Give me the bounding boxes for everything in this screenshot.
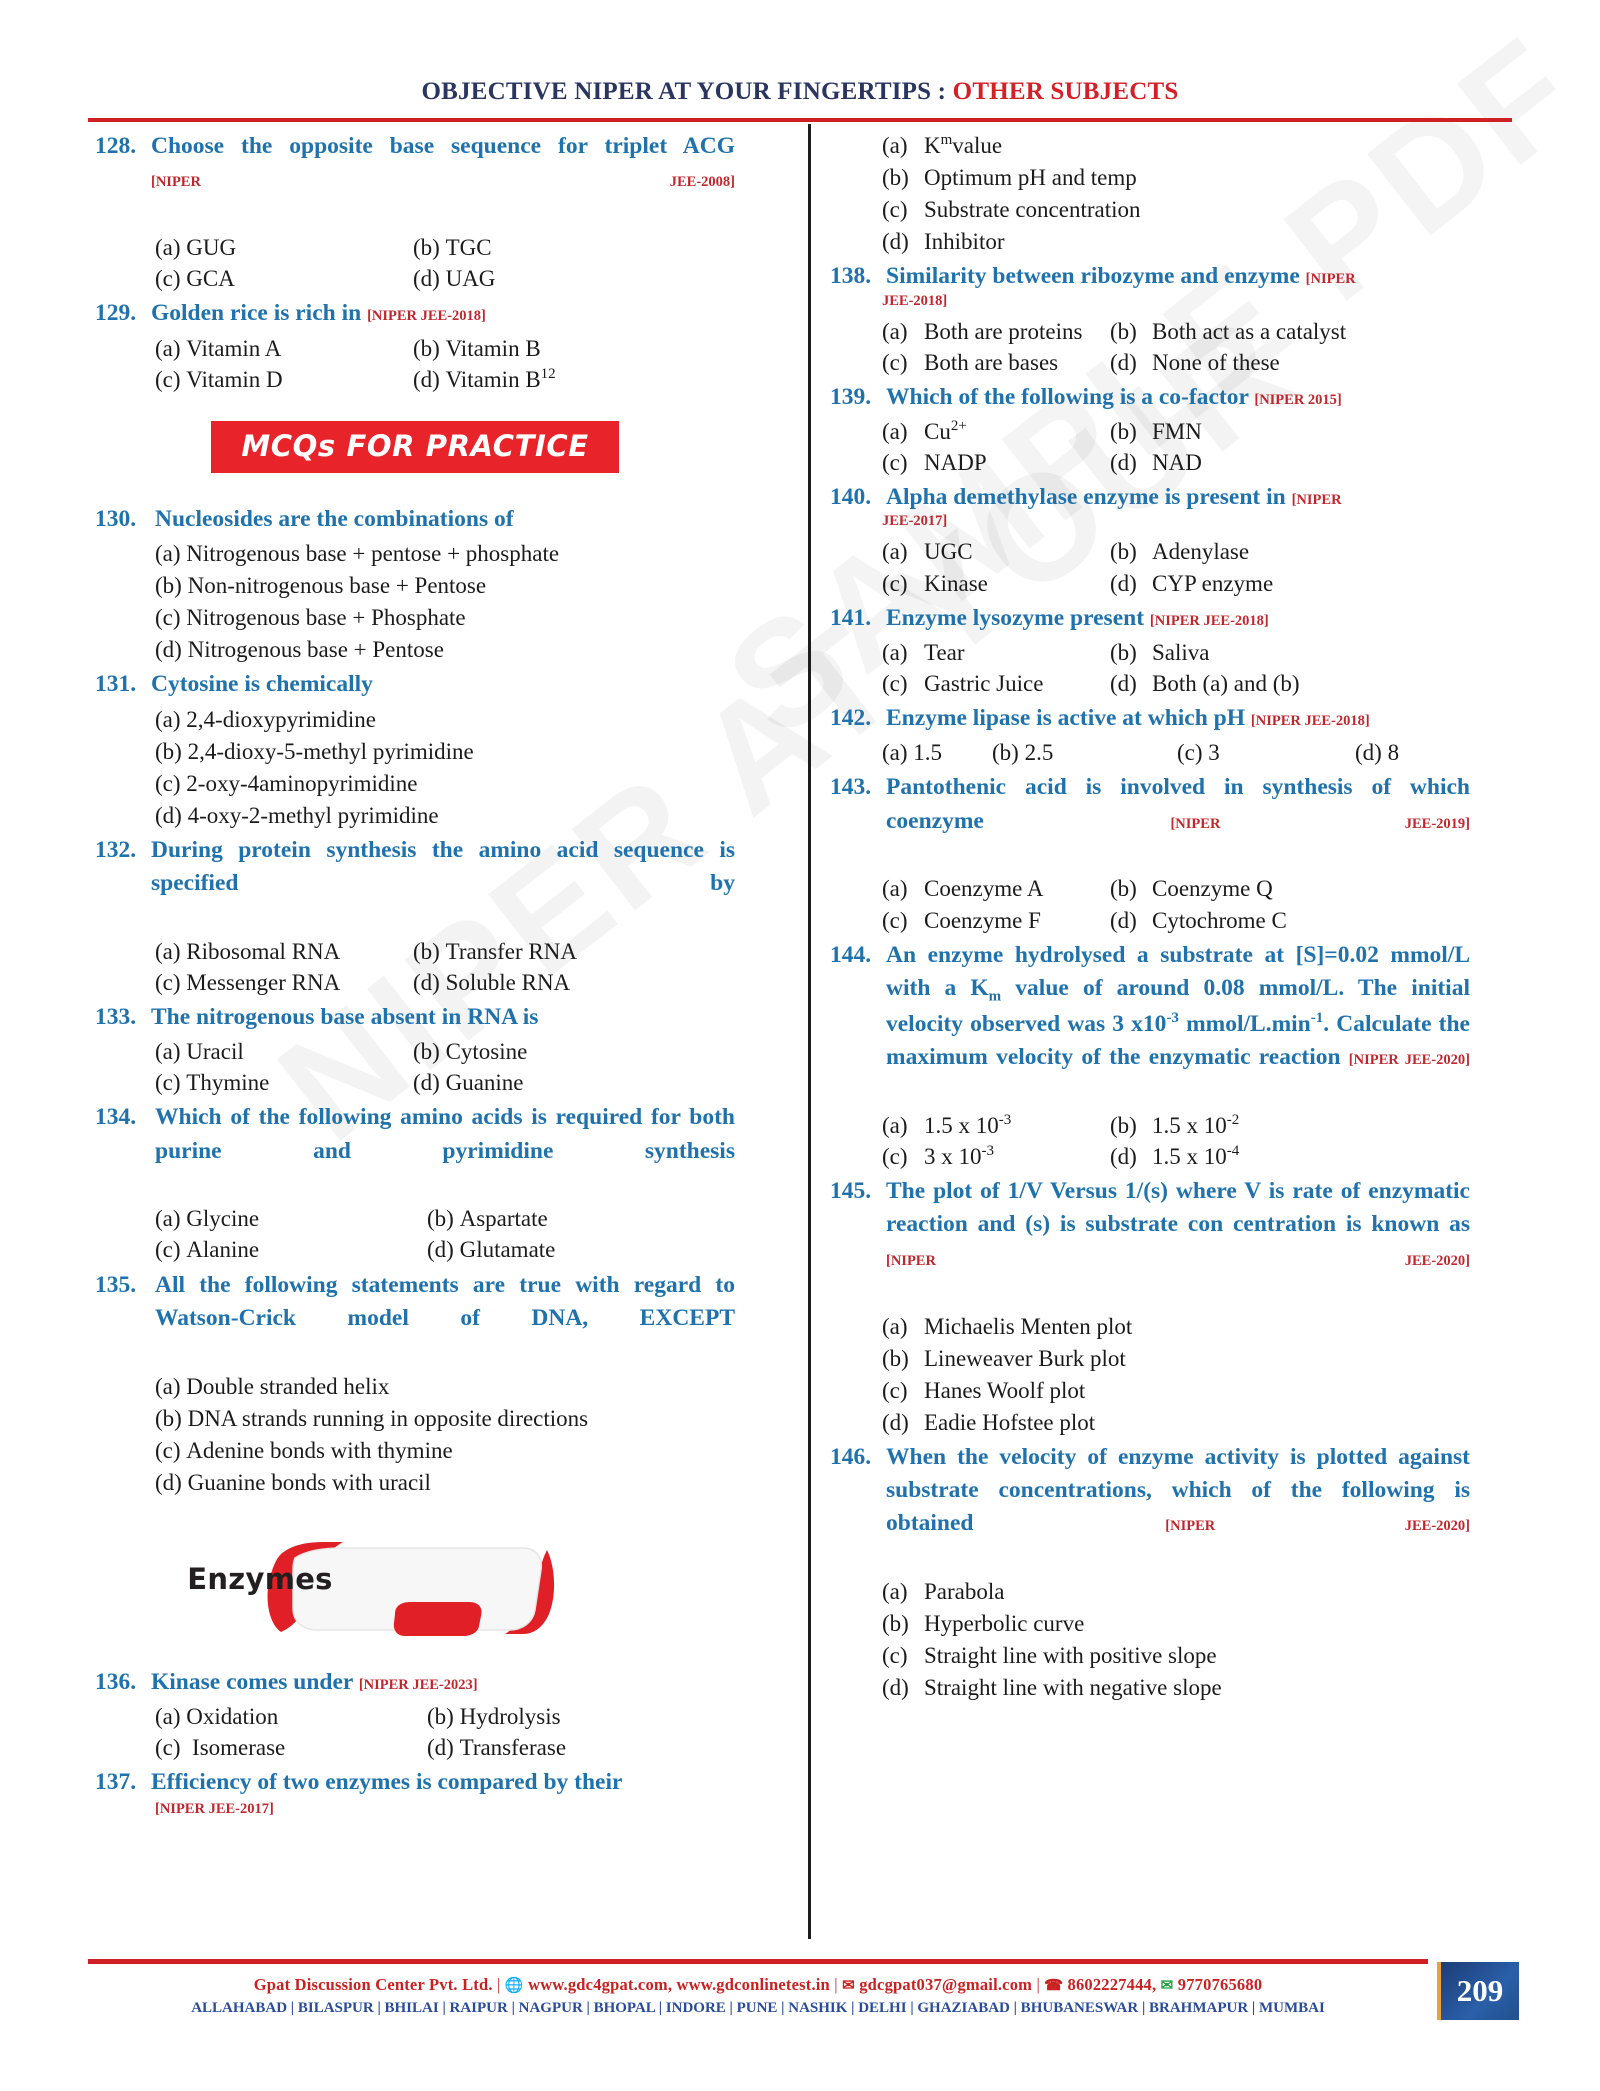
option-a[interactable]: (a) 2,4-dioxypyrimidine (155, 706, 377, 732)
options-131 (155, 704, 735, 831)
option-b[interactable]: (b) Transfer RNA (413, 938, 577, 964)
option-d[interactable]: (d) Vitamin B 12 (413, 364, 556, 395)
option-d[interactable]: (d) Eadie Hofstee plot (882, 1409, 1096, 1435)
question-128 (95, 130, 735, 230)
question-145 (830, 1175, 1470, 1308)
header-title-dark: OBJECTIVE NIPER AT YOUR FINGERTIPS : (421, 78, 947, 105)
phone-icon: ☎ (1044, 1978, 1064, 1994)
exam-tag: [NIPER 2015] (1254, 391, 1342, 408)
exam-tag: [NIPER JEE-2023] (358, 1676, 478, 1693)
question-text: Golden rice is rich in [NIPER JEE-2018] (151, 300, 486, 327)
footer-whatsapp: 9770765680 (1177, 1975, 1263, 1994)
option-d[interactable]: (d) 1.5 x 10 -4 (1110, 1141, 1239, 1172)
option-a[interactable]: (a) Parabola (882, 1579, 1005, 1605)
subscript: m (940, 132, 953, 148)
option-d[interactable]: (d) 8 (1355, 740, 1400, 766)
option-a[interactable]: (a) GUG (155, 235, 237, 261)
option-b[interactable]: (b) Coenzyme Q (1110, 876, 1273, 902)
question-number: 133. (95, 1003, 137, 1030)
question-141 (830, 602, 1470, 635)
exam-tag-tail: JEE-2017] (882, 513, 948, 530)
option-c[interactable]: (c) Coenzyme F (882, 907, 1041, 933)
option-a[interactable]: (a) UGC (882, 539, 973, 565)
option-row (155, 232, 735, 263)
option-c[interactable]: (c) Nitrogenous base + Phosphate (155, 605, 466, 631)
option-b[interactable]: (b) Aspartate (427, 1206, 548, 1232)
option-row (155, 333, 735, 364)
question-142 (830, 702, 1470, 735)
superscript: 2+ (950, 418, 967, 434)
option-a[interactable]: (a) Uracil (155, 1039, 244, 1065)
question-136 (95, 1666, 735, 1699)
question-133 (95, 1001, 735, 1034)
option-row (882, 1141, 1470, 1172)
question-132 (95, 834, 735, 934)
option-a[interactable]: (a) 1.5 (882, 740, 943, 766)
option-row (155, 936, 735, 967)
option-row (882, 568, 1470, 599)
option-d[interactable]: (d) Inhibitor (882, 229, 1005, 255)
option-b[interactable]: (b) Saliva (1110, 639, 1210, 665)
option-a[interactable]: (a) Ribosomal RNA (155, 938, 341, 964)
page-header (0, 78, 1600, 106)
exam-tag: [NIPER JEE-2008] (151, 174, 735, 191)
question-text: Which of the following is a co-factor [NIPER 2015] (886, 383, 1342, 410)
question-text: Nucleosides are the combinations of (155, 505, 514, 532)
option-d[interactable]: (d) NAD (1110, 450, 1202, 476)
option-row (882, 637, 1470, 668)
option-c[interactable]: (c) GCA (155, 266, 235, 292)
option-a[interactable]: (a) Tear (882, 639, 965, 665)
option-row (882, 447, 1470, 478)
question-number: 135. (95, 1271, 137, 1298)
option-b[interactable]: (b) Cytosine (413, 1039, 528, 1065)
options-135 (155, 1371, 735, 1498)
question-137 (95, 1766, 735, 1799)
option-d[interactable]: (d) Glutamate (427, 1237, 556, 1263)
options-128 (155, 232, 735, 294)
footer-rule (88, 1959, 1428, 1964)
option-suffix: value (952, 133, 1003, 158)
right-column (830, 130, 1470, 1706)
question-text: Enzyme lipase is active at which pH [NIPER JEE-2018] (886, 705, 1370, 731)
mcqs-banner-label: MCQs FOR PRACTICE (211, 421, 618, 473)
options-129 (155, 333, 735, 395)
question-text: Kinase comes under [NIPER JEE-2023] (151, 1668, 478, 1695)
superscript: -1 (1310, 1010, 1324, 1027)
question-number: 142. (830, 705, 872, 731)
superscript: -3 (998, 1112, 1012, 1128)
option-row (882, 905, 1470, 936)
options-134 (155, 1203, 735, 1265)
option-d[interactable]: (d) Cytochrome C (1110, 907, 1287, 933)
option-c[interactable]: (c) Adenine bonds with thymine (155, 1437, 453, 1463)
option-c[interactable]: (c) Kinase (882, 570, 988, 596)
option-b[interactable]: (b) 2.5 (992, 740, 1054, 766)
options-142 (882, 737, 1470, 768)
left-column (95, 130, 735, 1818)
options-136 (155, 1701, 735, 1763)
question-129 (95, 297, 735, 330)
question-number: 138. (830, 263, 872, 290)
question-134 (95, 1101, 735, 1201)
option-row (882, 737, 1470, 768)
options-141 (882, 637, 1470, 699)
option-row (882, 1110, 1470, 1141)
exam-tag-head: [NIPER (1305, 271, 1356, 288)
option-row (155, 364, 735, 395)
question-number: 139. (830, 383, 872, 410)
option-b[interactable]: (b) 1.5 x 10 -2 (1110, 1110, 1239, 1141)
question-text: All the following statements are true with regard to Watson-Crick model of DNA, EXCEPT (155, 1271, 735, 1331)
footer-cities: ALLAHABAD | BILASPUR | BHILAI | RAIPUR | NAGPUR | BHOPAL | INDORE | PUNE | NASHIK | DELHI | GHAZIABAD | BHUBANESWAR | BRAHMAPUR | MUMBAI (191, 2000, 1325, 2016)
footer-websites[interactable]: www.gdc4gpat.com, www.gdconlinetest.in (528, 1975, 830, 1994)
option-row (155, 1732, 735, 1763)
option-c[interactable]: (c) NADP (882, 450, 987, 476)
column-divider (808, 124, 811, 1939)
option-c[interactable]: (c) Vitamin D (155, 366, 283, 392)
options-143 (882, 873, 1470, 935)
exam-tag: [NIPER JEE-2020] (886, 1252, 1470, 1269)
options-132 (155, 936, 735, 998)
option-c[interactable]: (c) 3 (1177, 740, 1220, 766)
option-c[interactable]: (c) Messenger RNA (155, 969, 341, 995)
superscript: -3 (981, 1143, 994, 1160)
option-a[interactable]: (a) Coenzyme A (882, 876, 1044, 902)
option-a[interactable]: (a) Cu 2+ (882, 416, 1110, 447)
option-b[interactable]: (b) Optimum pH and temp (882, 165, 1137, 191)
question-text: Cytosine is chemically (151, 671, 373, 698)
exam-tag: [NIPER JEE-2017] (155, 1800, 274, 1817)
mcqs-for-practice-banner (95, 421, 735, 473)
exam-tag-137-wrap (155, 1800, 735, 1818)
question-139 (830, 381, 1470, 414)
question-text: The nitrogenous base absent in RNA is (151, 1003, 539, 1030)
option-c[interactable]: (c) Alanine (155, 1237, 260, 1263)
option-a[interactable]: (a) 1.5 x 10 -3 (882, 1110, 1110, 1141)
option-d[interactable]: (d) CYP enzyme (1110, 570, 1274, 596)
footer-phone: 8602227444, (1067, 1975, 1157, 1994)
options-130 (155, 538, 735, 665)
exam-tag-head: [NIPER (1291, 492, 1342, 509)
exam-tag: [NIPER JEE-2018] (1149, 612, 1269, 629)
question-143 (830, 771, 1470, 871)
option-d[interactable]: (d) Straight line with negative slope (882, 1675, 1222, 1701)
exam-tag: [NIPER JEE-2020] (1165, 1518, 1470, 1535)
option-d[interactable]: (d) Guanine (413, 1070, 524, 1096)
question-number: 146. (830, 1443, 872, 1470)
option-d[interactable]: (d) None of these (1110, 349, 1280, 375)
option-b[interactable]: (b) Vitamin B (413, 335, 541, 361)
question-text: During protein synthesis the amino acid sequence is specified by (151, 836, 735, 897)
option-b[interactable]: (b) Lineweaver Burk plot (882, 1345, 1126, 1371)
question-number: 141. (830, 604, 872, 631)
question-144 (830, 939, 1470, 1108)
exam-tag-tail: JEE-2018] (882, 292, 948, 309)
footer-email[interactable]: gdcgpat037@gmail.com (859, 1975, 1033, 1994)
option-c[interactable]: (c) 3 x 10 -3 (882, 1141, 1110, 1172)
question-number: 136. (95, 1668, 137, 1695)
option-c[interactable]: (c) Both are bases (882, 349, 1059, 375)
option-row (155, 1067, 735, 1098)
enzymes-banner-label: Enzymes (187, 1561, 333, 1596)
option-row (882, 316, 1470, 347)
enzymes-banner (95, 1532, 735, 1652)
option-d[interactable]: (d) Soluble RNA (413, 969, 571, 995)
question-number: 129. (95, 300, 137, 327)
option-c[interactable]: (c) Straight line with positive slope (882, 1643, 1217, 1669)
option-row (155, 1234, 735, 1265)
option-a[interactable]: (a) Nitrogenous base + pentose + phosphate (155, 540, 560, 566)
exam-tag: [NIPER JEE-2019] (1170, 815, 1470, 832)
option-row (155, 1036, 735, 1067)
footer-company: Gpat Discussion Center Pvt. Ltd. (253, 1975, 493, 1994)
option-d[interactable]: (d) Nitrogenous base + Pentose (155, 637, 444, 663)
option-b[interactable]: (b) Adenylase (1110, 539, 1250, 565)
option-b[interactable]: (b) Both act as a catalyst (1110, 318, 1347, 344)
option-d[interactable]: (d) 4-oxy-2-methyl pyrimidine (155, 802, 439, 828)
option-row (882, 873, 1470, 904)
superscript: -4 (1226, 1143, 1240, 1160)
question-number: 140. (830, 484, 872, 511)
question-131 (95, 668, 735, 701)
header-rule (88, 118, 1512, 122)
option-a[interactable]: (a) Double stranded helix (155, 1373, 390, 1399)
option-b[interactable]: (b) DNA strands running in opposite directions (155, 1405, 589, 1431)
subscript: 12 (540, 365, 556, 382)
options-137-continued (882, 130, 1470, 257)
exam-tag: [NIPER JEE-2018] (367, 308, 486, 325)
question-146 (830, 1441, 1470, 1574)
option-b[interactable]: (b) 2,4-dioxy-5-methyl pyrimidine (155, 738, 474, 764)
question-140 (830, 481, 1470, 514)
options-138 (882, 316, 1470, 378)
question-number: 130. (95, 505, 137, 532)
question-text: An enzyme hydrolysed a substrate at [S]=0.02 mmol/L with a $K_m$ value of around 0.08 mmol/L. The initial velocity observed was 3 $x10^{-3}$ mmol/$L.\min^{-1}$. Calculate the maximum velocity of the enzymatic reaction [NIPER JEE-2020] (886, 941, 1470, 1071)
footer-contact-line: Gpat Discussion Center Pvt. Ltd. | 🌐 www.gdc4gpat.com, www.gdconlinetest.in | ✉ gdcgpat037@gmail.com | ☎ 8602227444, ✉ 9770765680 (253, 1975, 1263, 1994)
envelope-icon: ✉ (842, 1978, 855, 1994)
question-138 (830, 260, 1470, 293)
option-c[interactable]: (c) Substrate concentration (882, 197, 1141, 223)
option-b[interactable]: (b) TGC (413, 235, 492, 261)
page-number-badge: 209 (1437, 1962, 1519, 2020)
options-133 (155, 1036, 735, 1098)
option-a[interactable]: (a) Michaelis Menten plot (882, 1313, 1133, 1339)
option-b[interactable]: (b) Non-nitrogenous base + Pentose (155, 573, 487, 599)
option-row (882, 668, 1470, 699)
question-number: 137. (95, 1769, 137, 1796)
option-row (882, 347, 1470, 378)
option-a[interactable]: (a) Oxidation (155, 1704, 279, 1730)
question-text: Similarity between ribozyme and enzyme [NIPER (886, 263, 1356, 290)
question-number: 143. (830, 774, 872, 801)
question-text: Choose the opposite base sequence for triplet ACG [NIPER JEE-2008] (151, 133, 735, 191)
option-c[interactable]: (c) Hanes Woolf plot (882, 1377, 1086, 1403)
question-number: 134. (95, 1104, 137, 1131)
option-row (155, 967, 735, 998)
question-number: 131. (95, 671, 137, 698)
question-130 (95, 503, 735, 536)
option-row (155, 263, 735, 294)
option-a[interactable]: (a) Vitamin A (155, 335, 282, 361)
option-a[interactable]: (a) K m value (882, 130, 1470, 161)
option-a[interactable]: (a) Both are proteins (882, 318, 1083, 344)
globe-icon: 🌐 (504, 1978, 524, 1994)
question-text: Enzyme lysozyme present [NIPER JEE-2018] (886, 604, 1269, 631)
question-number: 144. (830, 941, 872, 968)
exam-tag-140-wrap (882, 512, 1470, 530)
question-text: The plot of 1/V Versus 1/(s) where V is rate of enzymatic reaction and (s) is substrate con centration is known as [NIPER JEE-2020] (886, 1178, 1470, 1269)
question-text: Alpha demethylase enzyme is present in [NIPER (886, 484, 1342, 511)
option-row (155, 1203, 735, 1234)
superscript: -2 (1226, 1112, 1240, 1128)
subscript: m (988, 988, 1002, 1005)
option-c[interactable]: (c) Isomerase (155, 1735, 286, 1761)
option-row (882, 536, 1470, 567)
exam-tag: [NIPER JEE-2020] (1348, 1052, 1470, 1069)
exam-tag: [NIPER JEE-2018] (1250, 713, 1370, 729)
question-text: Pantothenic acid is involved in synthesis of which coenzyme [NIPER JEE-2019] (886, 774, 1470, 834)
question-text: Which of the following amino acids is required for both purine and pyrimidine synthesis (155, 1104, 735, 1164)
option-a[interactable]: (a) Glycine (155, 1206, 260, 1232)
option-c[interactable]: (c) 2-oxy-4aminopyrimidine (155, 770, 418, 796)
options-144 (882, 1110, 1470, 1172)
header-title-red: OTHER SUBJECTS (952, 78, 1179, 105)
options-140 (882, 536, 1470, 598)
option-d[interactable]: (d) Both (a) and (b) (1110, 670, 1300, 696)
question-number: 128. (95, 133, 137, 159)
option-row (882, 416, 1470, 447)
option-b[interactable]: (b) FMN (1110, 419, 1202, 444)
exam-tag-138-wrap (882, 292, 1470, 310)
superscript: -3 (1166, 1010, 1179, 1027)
question-text: Efficiency of two enzymes is compared by their (151, 1769, 623, 1796)
option-d[interactable]: (d) UAG (413, 266, 496, 292)
options-146 (882, 1576, 1470, 1703)
page-footer (88, 1975, 1428, 2017)
option-b[interactable]: (b) Hydrolysis (427, 1704, 561, 1730)
options-145 (882, 1311, 1470, 1438)
option-d[interactable]: (d) Transferase (427, 1735, 567, 1761)
option-row (155, 1701, 735, 1732)
question-number: 145. (830, 1178, 872, 1205)
question-number: 132. (95, 836, 137, 863)
option-c[interactable]: (c) Thymine (155, 1070, 270, 1096)
option-c[interactable]: (c) Gastric Juice (882, 670, 1044, 696)
whatsapp-icon: ✉ (1160, 1978, 1174, 1994)
options-139 (882, 416, 1470, 478)
option-d[interactable]: (d) Guanine bonds with uracil (155, 1469, 431, 1495)
question-135 (95, 1269, 735, 1369)
option-b[interactable]: (b) Hyperbolic curve (882, 1611, 1085, 1637)
question-text: When the velocity of enzyme activity is plotted against substrate concentrations, which of the following is obtained [NIPER JEE-2020] (886, 1443, 1470, 1537)
